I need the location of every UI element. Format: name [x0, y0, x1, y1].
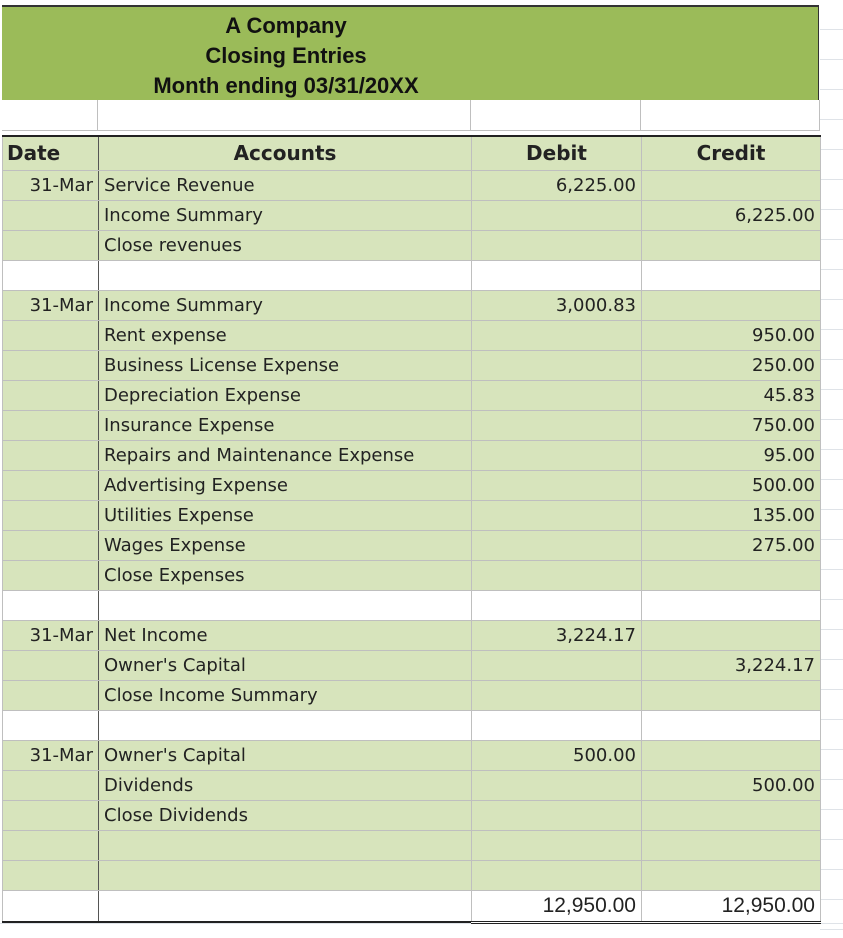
table-row [3, 740, 821, 770]
credit-cell[interactable]: 45.83 [642, 380, 821, 410]
credit-cell[interactable]: 6,225.00 [642, 200, 821, 230]
table-row [3, 440, 821, 470]
account-cell[interactable]: Dividends [99, 770, 472, 800]
debit-cell[interactable] [472, 350, 642, 380]
total-date-cell[interactable] [3, 890, 99, 922]
credit-cell[interactable] [642, 830, 821, 860]
table-row [3, 650, 821, 680]
account-cell[interactable]: Depreciation Expense [99, 380, 472, 410]
column-header-debit[interactable]: Debit [472, 136, 642, 170]
credit-cell[interactable]: 275.00 [642, 530, 821, 560]
credit-cell[interactable] [642, 860, 821, 890]
debit-cell[interactable] [472, 800, 642, 830]
column-header-accounts[interactable]: Accounts [99, 136, 472, 170]
account-cell[interactable]: Business License Expense [99, 350, 472, 380]
total-credit-cell[interactable]: 12,950.00 [642, 890, 821, 922]
table-row [3, 860, 821, 890]
date-cell[interactable] [3, 470, 99, 500]
credit-cell[interactable]: 135.00 [642, 500, 821, 530]
account-cell[interactable]: Rent expense [99, 320, 472, 350]
date-cell[interactable] [3, 410, 99, 440]
cell[interactable] [98, 100, 471, 131]
date-cell[interactable] [3, 200, 99, 230]
table-row [3, 500, 821, 530]
credit-cell[interactable]: 95.00 [642, 440, 821, 470]
account-cell[interactable]: Close Dividends [99, 800, 472, 830]
debit-cell[interactable] [472, 410, 642, 440]
table-row [3, 170, 821, 200]
credit-cell[interactable] [642, 590, 821, 620]
table-row [3, 320, 821, 350]
table-row [3, 680, 821, 710]
debit-cell[interactable] [472, 590, 642, 620]
credit-cell[interactable]: 500.00 [642, 470, 821, 500]
date-cell[interactable] [3, 800, 99, 830]
debit-cell[interactable]: 6,225.00 [472, 170, 642, 200]
account-cell[interactable]: Close Income Summary [99, 680, 472, 710]
date-cell[interactable] [3, 320, 99, 350]
credit-cell[interactable] [642, 230, 821, 260]
sheet-gridlines-bottom [0, 923, 843, 938]
table-row [3, 380, 821, 410]
debit-cell[interactable]: 3,224.17 [472, 620, 642, 650]
debit-cell[interactable] [472, 200, 642, 230]
credit-cell[interactable] [642, 260, 821, 290]
credit-cell[interactable]: 3,224.17 [642, 650, 821, 680]
total-debit-cell[interactable]: 12,950.00 [472, 890, 642, 922]
account-cell[interactable]: Owner's Capital [99, 650, 472, 680]
debit-cell[interactable] [472, 470, 642, 500]
column-header-credit[interactable]: Credit [642, 136, 821, 170]
account-cell[interactable]: Income Summary [99, 200, 472, 230]
account-cell[interactable]: Income Summary [99, 290, 472, 320]
report-period: Month ending 03/31/20XX [153, 73, 419, 98]
credit-cell[interactable] [642, 560, 821, 590]
date-cell[interactable] [3, 350, 99, 380]
date-cell[interactable] [3, 380, 99, 410]
table-row [3, 620, 821, 650]
debit-cell[interactable] [472, 830, 642, 860]
date-cell[interactable] [3, 770, 99, 800]
table-row [3, 410, 821, 440]
debit-cell[interactable] [472, 260, 642, 290]
credit-cell[interactable]: 500.00 [642, 770, 821, 800]
account-cell[interactable]: Service Revenue [99, 170, 472, 200]
account-cell[interactable]: Close revenues [99, 230, 472, 260]
credit-cell[interactable] [642, 680, 821, 710]
credit-cell[interactable] [642, 170, 821, 200]
credit-cell[interactable] [642, 740, 821, 770]
debit-cell[interactable] [472, 230, 642, 260]
account-cell[interactable] [99, 590, 472, 620]
date-cell[interactable] [3, 680, 99, 710]
credit-cell[interactable]: 750.00 [642, 410, 821, 440]
debit-cell[interactable] [472, 770, 642, 800]
account-cell[interactable]: Wages Expense [99, 530, 472, 560]
date-cell[interactable] [3, 440, 99, 470]
table-row [3, 260, 821, 290]
table-row [3, 830, 821, 860]
debit-cell[interactable]: 500.00 [472, 740, 642, 770]
date-cell[interactable]: 31-Mar [3, 620, 99, 650]
account-cell[interactable] [99, 710, 472, 740]
totals-row [3, 890, 821, 922]
credit-cell[interactable]: 250.00 [642, 350, 821, 380]
journal-table [2, 135, 821, 924]
cell[interactable] [641, 100, 820, 131]
date-cell[interactable] [3, 500, 99, 530]
debit-cell[interactable]: 3,000.83 [472, 290, 642, 320]
debit-cell[interactable] [472, 860, 642, 890]
spacer-row [2, 100, 820, 133]
column-header-date[interactable]: Date [3, 136, 99, 170]
debit-cell[interactable] [472, 320, 642, 350]
date-cell[interactable]: 31-Mar [3, 740, 99, 770]
account-cell[interactable]: Close Expenses [99, 560, 472, 590]
debit-cell[interactable] [472, 560, 642, 590]
table-row [3, 530, 821, 560]
debit-cell[interactable] [472, 380, 642, 410]
report-header [2, 5, 819, 100]
debit-cell[interactable] [472, 650, 642, 680]
debit-cell[interactable] [472, 530, 642, 560]
total-account-cell[interactable] [99, 890, 472, 922]
company-name: A Company [225, 13, 347, 38]
date-cell[interactable] [3, 710, 99, 740]
table-row [3, 800, 821, 830]
date-cell[interactable] [3, 530, 99, 560]
debit-cell[interactable] [472, 440, 642, 470]
account-cell[interactable]: Owner's Capital [99, 740, 472, 770]
account-cell[interactable] [99, 830, 472, 860]
table-row [3, 290, 821, 320]
debit-cell[interactable] [472, 710, 642, 740]
date-cell[interactable]: 31-Mar [3, 170, 99, 200]
date-cell[interactable] [3, 230, 99, 260]
credit-cell[interactable] [642, 620, 821, 650]
credit-cell[interactable] [642, 290, 821, 320]
credit-cell[interactable] [642, 710, 821, 740]
table-row [3, 200, 821, 230]
account-cell[interactable]: Utilities Expense [99, 500, 472, 530]
credit-cell[interactable]: 950.00 [642, 320, 821, 350]
table-row [3, 470, 821, 500]
report-title: Closing Entries [205, 43, 367, 68]
account-cell[interactable]: Insurance Expense [99, 410, 472, 440]
cell[interactable] [2, 100, 98, 131]
table-header-row [3, 136, 821, 170]
account-cell[interactable]: Net Income [99, 620, 472, 650]
account-cell[interactable]: Repairs and Maintenance Expense [99, 440, 472, 470]
date-cell[interactable]: 31-Mar [3, 290, 99, 320]
credit-cell[interactable] [642, 800, 821, 830]
account-cell[interactable] [99, 860, 472, 890]
debit-cell[interactable] [472, 500, 642, 530]
date-cell[interactable] [3, 830, 99, 860]
table-row [3, 230, 821, 260]
account-cell[interactable]: Advertising Expense [99, 470, 472, 500]
table-row [3, 770, 821, 800]
table-row [3, 710, 821, 740]
table-row [3, 590, 821, 620]
sheet-gridlines [820, 0, 843, 937]
date-cell[interactable] [3, 650, 99, 680]
debit-cell[interactable] [472, 680, 642, 710]
date-cell[interactable] [3, 860, 99, 890]
date-cell[interactable] [3, 260, 99, 290]
account-cell[interactable] [99, 260, 472, 290]
table-row [3, 350, 821, 380]
table-row [3, 560, 821, 590]
cell[interactable] [471, 100, 641, 131]
date-cell[interactable] [3, 560, 99, 590]
date-cell[interactable] [3, 590, 99, 620]
